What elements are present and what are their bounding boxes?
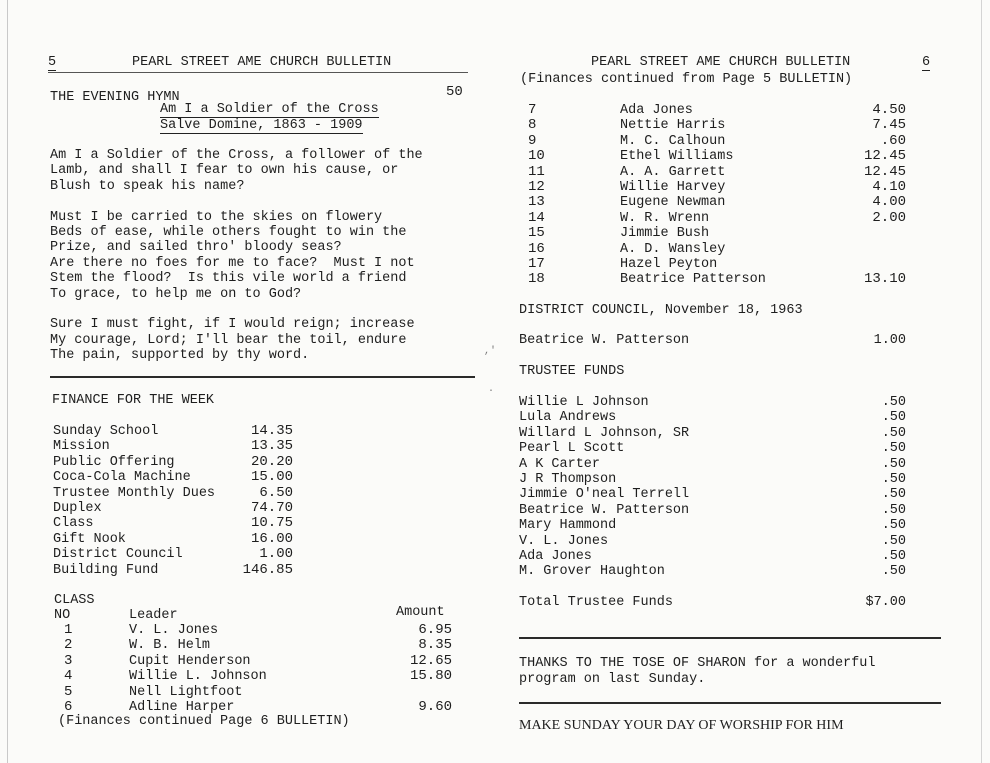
class-row [520, 180, 906, 195]
finance-label: Public Offering [53, 454, 175, 470]
class-heading: CLASS [54, 593, 95, 608]
class-no: 13 [528, 194, 545, 211]
finance-row [53, 547, 293, 562]
district-council-amount: 1.00 [873, 333, 906, 348]
finance-amount: 15.00 [250, 469, 293, 486]
class-no: 14 [528, 209, 545, 226]
class-row [56, 623, 456, 638]
finance-row [53, 501, 293, 516]
class-no: 15 [528, 225, 545, 242]
class-amount: .60 [880, 132, 906, 149]
hymn-line: Lamb, and shall I fear to own his cause, or [50, 163, 399, 179]
class-amount: 4.50 [872, 102, 906, 118]
hymn-title: Am I a Soldier of the Cross [160, 102, 379, 117]
trustee-row [519, 534, 906, 549]
thanks-line: THANKS TO THE TOSE OF SHARON for a wonderful [519, 656, 876, 671]
class-leader: Willie Harvey [620, 179, 726, 195]
finance-amount: 1.00 [259, 546, 293, 563]
stray-mark: · [488, 386, 495, 397]
class-row [56, 654, 456, 669]
class-amount: 12.65 [409, 652, 452, 669]
class-no: 4 [64, 668, 73, 685]
class-no: 16 [528, 240, 545, 257]
trustee-row [519, 564, 906, 579]
trustee-row [519, 441, 906, 456]
finance-amount: 6.50 [259, 484, 293, 501]
class-leader: Jimmie Bush [620, 226, 710, 242]
trustee-row [519, 518, 906, 533]
finance-amount: 13.35 [250, 438, 293, 455]
trustee-name: J R Thompson [519, 471, 617, 487]
class-leader: Nettie Harris [620, 118, 726, 134]
hymn-number: 50 [446, 84, 463, 100]
hymn-line: Am I a Soldier of the Cross, a follower of the [50, 148, 423, 163]
trustee-row [519, 395, 906, 410]
class-leader: W. R. Wrenn [620, 210, 710, 226]
trustee-total-label: Total Trustee Funds [519, 595, 673, 610]
class-row [520, 226, 906, 241]
trustee-amount: .50 [881, 564, 906, 580]
finance-row [53, 486, 293, 501]
class-row [56, 669, 456, 684]
thanks-line: program on last Sunday. [519, 672, 706, 687]
finance-amount: 10.75 [250, 515, 293, 532]
class-col-no: NO [54, 608, 71, 623]
class-row [520, 134, 906, 149]
finance-amount: 74.70 [250, 499, 293, 516]
class-leader: A. A. Garrett [620, 164, 726, 180]
right-page-number: 6 [922, 55, 931, 70]
trustee-list [519, 395, 906, 580]
class-no: 18 [528, 271, 545, 288]
finance-row [53, 439, 293, 454]
hymn-text [50, 148, 423, 363]
trustee-name: M. Grover Haughton [519, 564, 665, 580]
closing-line: MAKE SUNDAY YOUR DAY OF WORSHIP FOR HIM [519, 718, 844, 733]
finance-row [53, 424, 293, 439]
class-table-left [56, 623, 456, 715]
hymn-line: To grace, to help me on to God? [50, 286, 302, 302]
trustee-name: Jimmie O'neal Terrell [519, 487, 690, 503]
class-row [520, 195, 906, 210]
page-edge-left [7, 0, 8, 763]
class-leader: Nell Lightfoot [129, 684, 243, 700]
class-leader: Hazel Peyton [620, 256, 718, 272]
class-no: 9 [528, 132, 537, 149]
finance-label: Class [53, 516, 94, 532]
trustee-row [519, 503, 906, 518]
hymn-line: Beds of ease, while others fought to win the [50, 224, 407, 240]
class-no: 5 [64, 683, 73, 700]
finance-amount: 16.00 [250, 530, 293, 547]
finance-amount: 20.20 [250, 453, 293, 470]
class-no: 7 [528, 102, 537, 118]
hymn-line: Are there no foes for me to face? Must I not [50, 255, 415, 271]
hymn-line [50, 194, 423, 209]
trustee-name: V. L. Jones [519, 533, 609, 549]
class-leader: Adline Harper [129, 699, 235, 715]
finance-label: Coca-Cola Machine [53, 470, 191, 486]
class-amount: 6.95 [418, 622, 452, 638]
class-row [520, 242, 906, 257]
class-row [520, 272, 906, 287]
right-header-title: PEARL STREET AME CHURCH BULLETIN [591, 55, 851, 70]
trustee-row [519, 457, 906, 472]
trustee-name: A K Carter [519, 456, 601, 472]
finance-label: Building Fund [53, 562, 159, 578]
hymn-line: Stem the flood? Is this vile world a friend [50, 271, 407, 287]
finance-label: Mission [53, 439, 110, 455]
left-section-divider [50, 376, 475, 378]
finance-row [53, 455, 293, 470]
trustee-name: Pearl L Scott [519, 441, 625, 457]
trustee-name: Ada Jones [519, 548, 592, 564]
trustee-amount: .50 [881, 425, 906, 441]
hymn-line: Prize, and sailed thro' bloody seas? [50, 240, 342, 256]
class-leader: M. C. Calhoun [620, 133, 726, 149]
finance-row [53, 516, 293, 531]
trustee-row [519, 426, 906, 441]
class-amount: 7.45 [872, 117, 906, 134]
class-no: 10 [528, 148, 545, 165]
trustee-amount: .50 [881, 548, 906, 564]
hymn-line: Sure I must fight, if I would reign; increase [50, 317, 415, 333]
class-row [520, 211, 906, 226]
class-amount: 12.45 [863, 163, 906, 180]
class-row [520, 165, 906, 180]
left-header-rule [48, 72, 468, 73]
class-no: 12 [528, 178, 545, 195]
class-no: 3 [64, 652, 73, 669]
trustee-heading: TRUSTEE FUNDS [519, 364, 625, 379]
finance-label: Gift Nook [53, 531, 126, 547]
right-continued-note: (Finances continued from Page 5 BULLETIN) [520, 72, 853, 87]
class-leader: Eugene Newman [620, 195, 726, 211]
class-leader: Ada Jones [620, 103, 693, 118]
trustee-row [519, 410, 906, 425]
thanks-text [519, 656, 875, 688]
trustee-row [519, 549, 906, 564]
class-row [520, 257, 906, 272]
finance-label: District Council [53, 547, 183, 563]
finance-row [53, 470, 293, 485]
finance-amount: 14.35 [250, 423, 293, 439]
trustee-name: Beatrice W. Patterson [519, 502, 690, 518]
class-amount: 2.00 [872, 209, 906, 226]
trustee-row [519, 487, 906, 502]
class-leader: A. D. Wansley [620, 241, 726, 257]
class-row [56, 685, 456, 700]
trustee-amount: .50 [881, 395, 906, 410]
finance-amount: 146.85 [242, 561, 293, 578]
class-no: 6 [64, 698, 73, 715]
trustee-name: Willie L Johnson [519, 395, 649, 410]
trustee-name: Lula Andrews [519, 410, 617, 426]
class-no: 11 [528, 163, 545, 180]
class-amount: 9.60 [418, 698, 452, 715]
class-col-leader: Leader [129, 608, 178, 623]
class-row [520, 118, 906, 133]
trustee-amount: .50 [881, 518, 906, 534]
hymn-line: The pain, supported by thy word. [50, 348, 310, 364]
class-row [520, 103, 906, 118]
trustee-amount: .50 [881, 410, 906, 426]
hymn-line: Must I be carried to the skies on flowery [50, 209, 383, 225]
class-amount: 15.80 [409, 668, 452, 685]
trustee-amount: .50 [881, 487, 906, 503]
hymn-line [50, 302, 423, 317]
left-continued-note: (Finances continued Page 6 BULLETIN) [58, 714, 350, 729]
class-leader: Ethel Williams [620, 149, 734, 165]
trustee-amount: .50 [881, 441, 906, 457]
finance-label: Trustee Monthly Dues [53, 485, 216, 501]
class-leader: Beatrice Patterson [620, 272, 766, 288]
hymn-line: My courage, Lord; I'll bear the toil, endure [50, 332, 407, 348]
class-amount: 4.00 [872, 194, 906, 211]
class-leader: Willie L. Johnson [129, 669, 267, 685]
trustee-amount: .50 [881, 502, 906, 518]
district-council-heading: DISTRICT COUNCIL, November 18, 1963 [519, 303, 803, 318]
hymn-heading: THE EVENING HYMN [50, 90, 180, 105]
right-divider-1 [519, 637, 941, 639]
class-table-right [520, 103, 906, 288]
class-amount: 12.45 [863, 148, 906, 165]
left-page-number: 5 [48, 55, 57, 70]
class-no: 1 [64, 622, 73, 638]
stray-mark: ,' [484, 346, 497, 357]
page-edge-right [981, 0, 982, 763]
class-amount: 4.10 [872, 178, 906, 195]
finance-heading: FINANCE FOR THE WEEK [52, 393, 215, 408]
finance-row [53, 563, 293, 578]
trustee-amount: .50 [881, 456, 906, 472]
left-header-title: PEARL STREET AME CHURCH BULLETIN [132, 55, 392, 70]
hymn-subtitle: Salve Domine, 1863 - 1909 [160, 118, 363, 133]
class-amount: 8.35 [418, 637, 452, 654]
class-row [520, 149, 906, 164]
district-council-name: Beatrice W. Patterson [519, 333, 690, 348]
trustee-total-amount: $7.00 [865, 595, 906, 610]
trustee-name: Willard L Johnson, SR [519, 425, 690, 441]
finance-label: Duplex [53, 500, 102, 516]
class-no: 8 [528, 117, 537, 134]
class-leader: Cupit Henderson [129, 653, 251, 669]
class-no: 2 [64, 637, 73, 654]
trustee-name: Mary Hammond [519, 518, 617, 534]
class-no: 17 [528, 255, 545, 272]
trustee-amount: .50 [881, 533, 906, 549]
right-divider-2 [519, 702, 941, 704]
class-col-amount: Amount [396, 605, 445, 620]
trustee-amount: .50 [881, 471, 906, 487]
class-amount: 13.10 [863, 271, 906, 288]
finance-row [53, 532, 293, 547]
finance-list [53, 424, 293, 578]
hymn-line: Blush to speak his name? [50, 178, 245, 194]
class-row [56, 638, 456, 653]
trustee-row [519, 472, 906, 487]
finance-label: Sunday School [53, 424, 159, 439]
class-leader: W. B. Helm [129, 638, 211, 654]
class-leader: V. L. Jones [129, 623, 219, 638]
